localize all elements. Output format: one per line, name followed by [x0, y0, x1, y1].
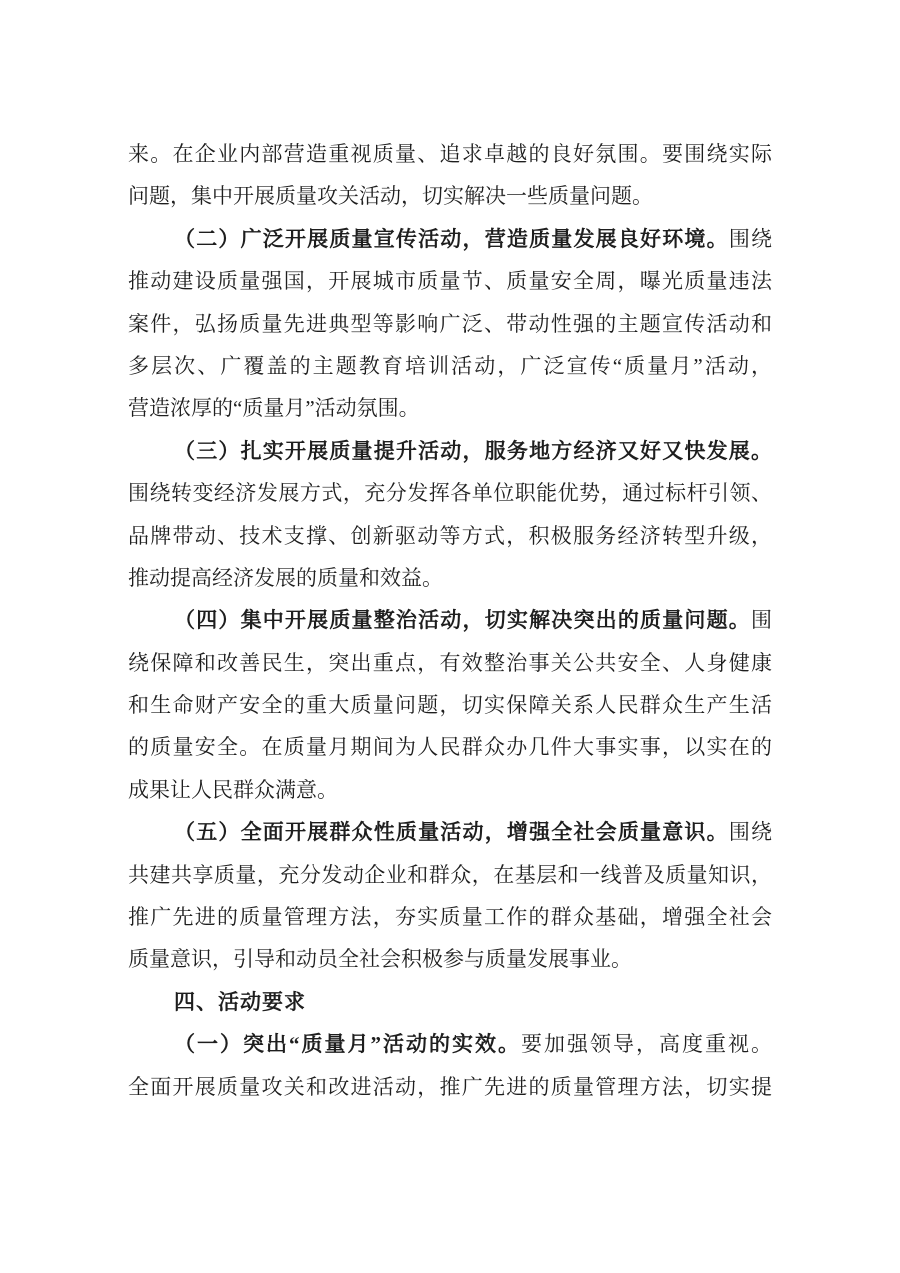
text-segment: 营造浓厚的“质量月”活动氛围。 [128, 396, 420, 421]
text-line [128, 133, 772, 175]
text-line [128, 811, 772, 853]
text-segment: 推动建设质量强国，开展城市质量节、质量安全周，曝光质量违法 [128, 269, 772, 294]
text-segment: 围绕 [728, 820, 773, 845]
text-line [128, 684, 772, 726]
text-line [128, 515, 772, 557]
text-segment: 问题，集中开展质量攻关活动，切实解决一些质量问题。 [128, 184, 653, 209]
bold-text-segment: （五）全面开展群众性质量活动，增强全社会质量意识。 [174, 820, 729, 845]
bold-text-segment: （三）扎实开展质量提升活动，服务地方经济又好又快发展。 [174, 438, 772, 463]
text-line [128, 854, 772, 896]
text-segment: 共建共享质量，充分发动企业和群众，在基层和一线普及质量知识， [128, 862, 772, 887]
section-heading: 四、活动要求 [174, 989, 306, 1014]
text-line [128, 557, 772, 599]
text-segment: 围 [751, 608, 772, 633]
text-line [128, 303, 772, 345]
bold-text-segment: （一）突出“质量月”活动的实效。 [174, 1032, 521, 1057]
text-segment: 全面开展质量攻关和改进活动，推广先进的质量管理方法，切实提 [128, 1074, 772, 1099]
text-line [128, 938, 772, 980]
text-line [128, 726, 772, 768]
text-line [128, 896, 772, 938]
text-line [128, 599, 772, 641]
text-segment: 和生命财产安全的重大质量问题，切实保障关系人民群众生产生活 [128, 693, 772, 718]
text-line [128, 218, 772, 260]
text-line [128, 472, 772, 514]
text-segment: 来。在企业内部营造重视质量、追求卓越的良好氛围。要围绕实际 [128, 142, 772, 166]
text-line [128, 1066, 772, 1108]
text-segment: 案件，弘扬质量先进典型等影响广泛、带动性强的主题宣传活动和 [128, 311, 772, 336]
text-segment: 推动提高经济发展的质量和效益。 [128, 565, 443, 590]
text-line [128, 175, 772, 217]
text-segment: 质量意识，引导和动员全社会积极参与质量发展事业。 [128, 947, 632, 972]
text-line [128, 387, 772, 429]
text-segment: 品牌带动、技术支撑、创新驱动等方式，积极服务经济转型升级， [128, 523, 772, 548]
text-line [128, 642, 772, 684]
text-segment: 绕保障和改善民生，突出重点，有效整治事关公共安全、人身健康 [128, 650, 772, 675]
text-segment: 成果让人民群众满意。 [128, 777, 338, 802]
text-line [128, 769, 772, 811]
text-line [128, 260, 772, 302]
bold-text-segment: （二）广泛开展质量宣传活动，营造质量发展良好环境。 [174, 226, 729, 251]
text-line [128, 1023, 772, 1065]
text-segment: 推广先进的质量管理方法，夯实质量工作的群众基础，增强全社会 [128, 905, 772, 930]
text-line [128, 430, 772, 472]
text-block [128, 133, 772, 1108]
text-segment: 要加强领导，高度重视。 [521, 1032, 772, 1057]
text-segment: 的质量安全。在质量月期间为人民群众办几件大事实事，以实在的 [128, 735, 772, 760]
text-line [128, 981, 772, 1023]
text-line [128, 345, 772, 387]
text-segment: 多层次、广覆盖的主题教育培训活动，广泛宣传“质量月”活动， [128, 353, 772, 378]
bold-text-segment: （四）集中开展质量整治活动，切实解决突出的质量问题。 [174, 608, 751, 633]
text-segment: 围绕 [728, 226, 773, 251]
text-segment: 围绕转变经济发展方式，充分发挥各单位职能优势，通过标杆引领、 [128, 481, 772, 506]
